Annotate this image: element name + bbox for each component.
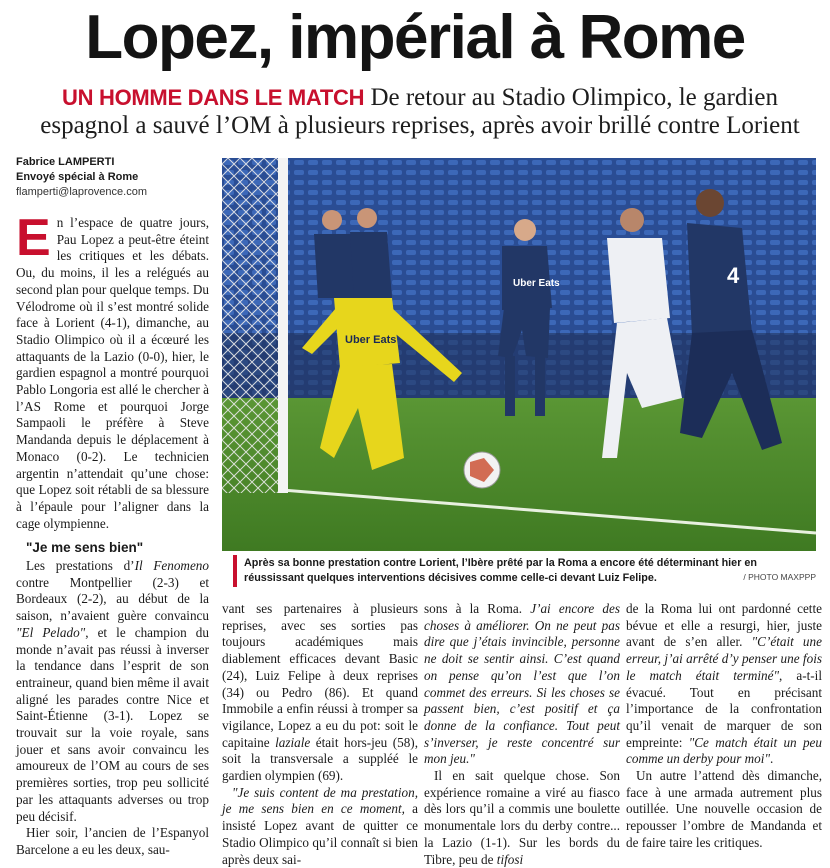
paragraph: Un autre l’attend dès dimanche, face à une armada autrement plus outillée. Une nouvelle occasion de repousser l’ombre de Mandanda et de faire taire les critiques. bbox=[626, 768, 822, 850]
lead-text: n l’espace de quatre jours, Pau Lopez a peut-être éteint les critiques et les débats. Ou, du moins, il les a relégués au second plan pour quelque temps. Du Vélodrome où il s’est montré solide face à Lorient (4-1), dimanche, au Stadio Olimpico où il a écœuré les attaquants de la Lazio (0-0), hier, le gardien espagnol a montré pourquoi Pablo Longoria est allé le chercher à l’AS Rome et pourquoi Jorge Sampaoli le préfère à Steve Mandanda depuis le déplacement à Monaco (0-2). Le technicien argentin n’attendait qu’une chose: que Lopez soit rétabli de sa blessure à l’épaule pour l’aligner dans la cage olympienne. bbox=[16, 215, 209, 531]
svg-text:Uber Eats: Uber Eats bbox=[345, 334, 397, 346]
paragraph: Il en sait quelque chose. Son expérience romaine a viré au fiasco dès lors qu’il a commis une boulette monumentale lors du derby contre... la Lazio (1-1). Sur les bords du Tibre, peu de tifosi bbox=[424, 768, 620, 867]
paragraph: Hier soir, l’ancien de l’Espanyol Barcelone a eu les deux, sau- bbox=[16, 825, 209, 857]
byline-email[interactable]: flamperti@laprovence.com bbox=[16, 186, 147, 198]
column-4 bbox=[626, 601, 822, 852]
caption-bar bbox=[233, 555, 237, 587]
byline-role: Envoyé spécial à Rome bbox=[16, 171, 139, 183]
deck bbox=[20, 84, 820, 140]
subhead: "Je me sens bien" bbox=[26, 540, 144, 555]
paragraph: Les prestations d’Il Fenomeno contre Montpellier (2-3) et Bordeaux (2-2), au début de la saison, n’avaient guère convaincu "El Pelado", et le champion du monde n’avait pas réussi à inverser la tendance dans l’esprit de son entraineur, quand bien même il avait aligné les parades contre Nice et Saint-Étienne (3-1). Lopez se trouvait sur la voie royale, sans jouer et sans avoir convaincu les amoureux de l’OM au cours de ses premières sorties, trop peu sollicité par les attaquants adverses ou trop peu décisif. bbox=[16, 558, 209, 824]
column-2 bbox=[222, 601, 418, 868]
match-photo bbox=[222, 158, 816, 551]
paragraph: vant ses partenaires à plusieurs reprises, avec ses sorties pas toujours académiques mais diablement efficaces devant Basic (24), Luiz Felipe à deux reprises (34) ou Pedro (86). Et quand Immobile a enfin réussi à tromper sa vigilance, Lopez a eu du pot: soit le capitaine laziale était hors-jeu (58), soit la transversale a suppléé le gardien olympien (69). bbox=[222, 601, 418, 784]
photo-credit: / PHOTO MAXPPP bbox=[743, 572, 816, 582]
deck-kicker: UN HOMME DANS LE MATCH bbox=[62, 85, 365, 110]
paragraph: sons à la Roma. J’ai encore des choses à améliorer. On ne peut pas dire que j’étais invincible, personne ne doit se sentir ainsi. C’est quand on pense qu’on l’est que l’on commet des erreurs. Si les choses se passent bien, c’est positif et ça donne de la confiance. Tout peut s’inverser, je reste concentré sur mon jeu." bbox=[424, 601, 620, 767]
byline-author: Fabrice LAMPERTI bbox=[16, 156, 115, 168]
paragraph: "Je suis content de ma prestation, je me sens bien en ce moment, a insisté Lopez avant de quitter ce Stadio Olimpico qu’il connaît si bien après deux sai- bbox=[222, 784, 418, 867]
headline: Lopez, impérial à Rome bbox=[85, 3, 745, 72]
column-1-continued bbox=[16, 558, 209, 859]
svg-text:Uber Eats: Uber Eats bbox=[513, 278, 560, 289]
byline bbox=[16, 155, 216, 200]
paragraph: de la Roma lui ont pardonné cette bévue et elle a resurgi, hier, juste avant de s’en aller. "C’était une erreur, j’ai arrêté d’y penser une fois le match était terminé", a-t-il évacué. Tout en précisant l’importance de la confrontation qu’il venait de marquer de son empreinte: "Ce match était un peu comme un derby pour moi". bbox=[626, 601, 822, 767]
drop-cap: E bbox=[16, 209, 51, 267]
ball bbox=[464, 452, 500, 488]
photo-illustration bbox=[222, 158, 816, 551]
photo-caption: Après sa bonne prestation contre Lorient, l’Ibère prêté par la Roma a encore été déterminant hier en réussissant quelques interventions décisives comme celle-ci devant Luiz Felipe. bbox=[244, 557, 757, 584]
column-3 bbox=[424, 601, 620, 868]
deck-text: De retour au Stadio Olimpico, le gardien espagnol a sauvé l’OM à plusieurs reprises, après avoir brillé contre Lorient bbox=[40, 84, 800, 139]
jersey-number: 4 bbox=[727, 263, 740, 288]
lead-paragraph bbox=[16, 209, 209, 532]
